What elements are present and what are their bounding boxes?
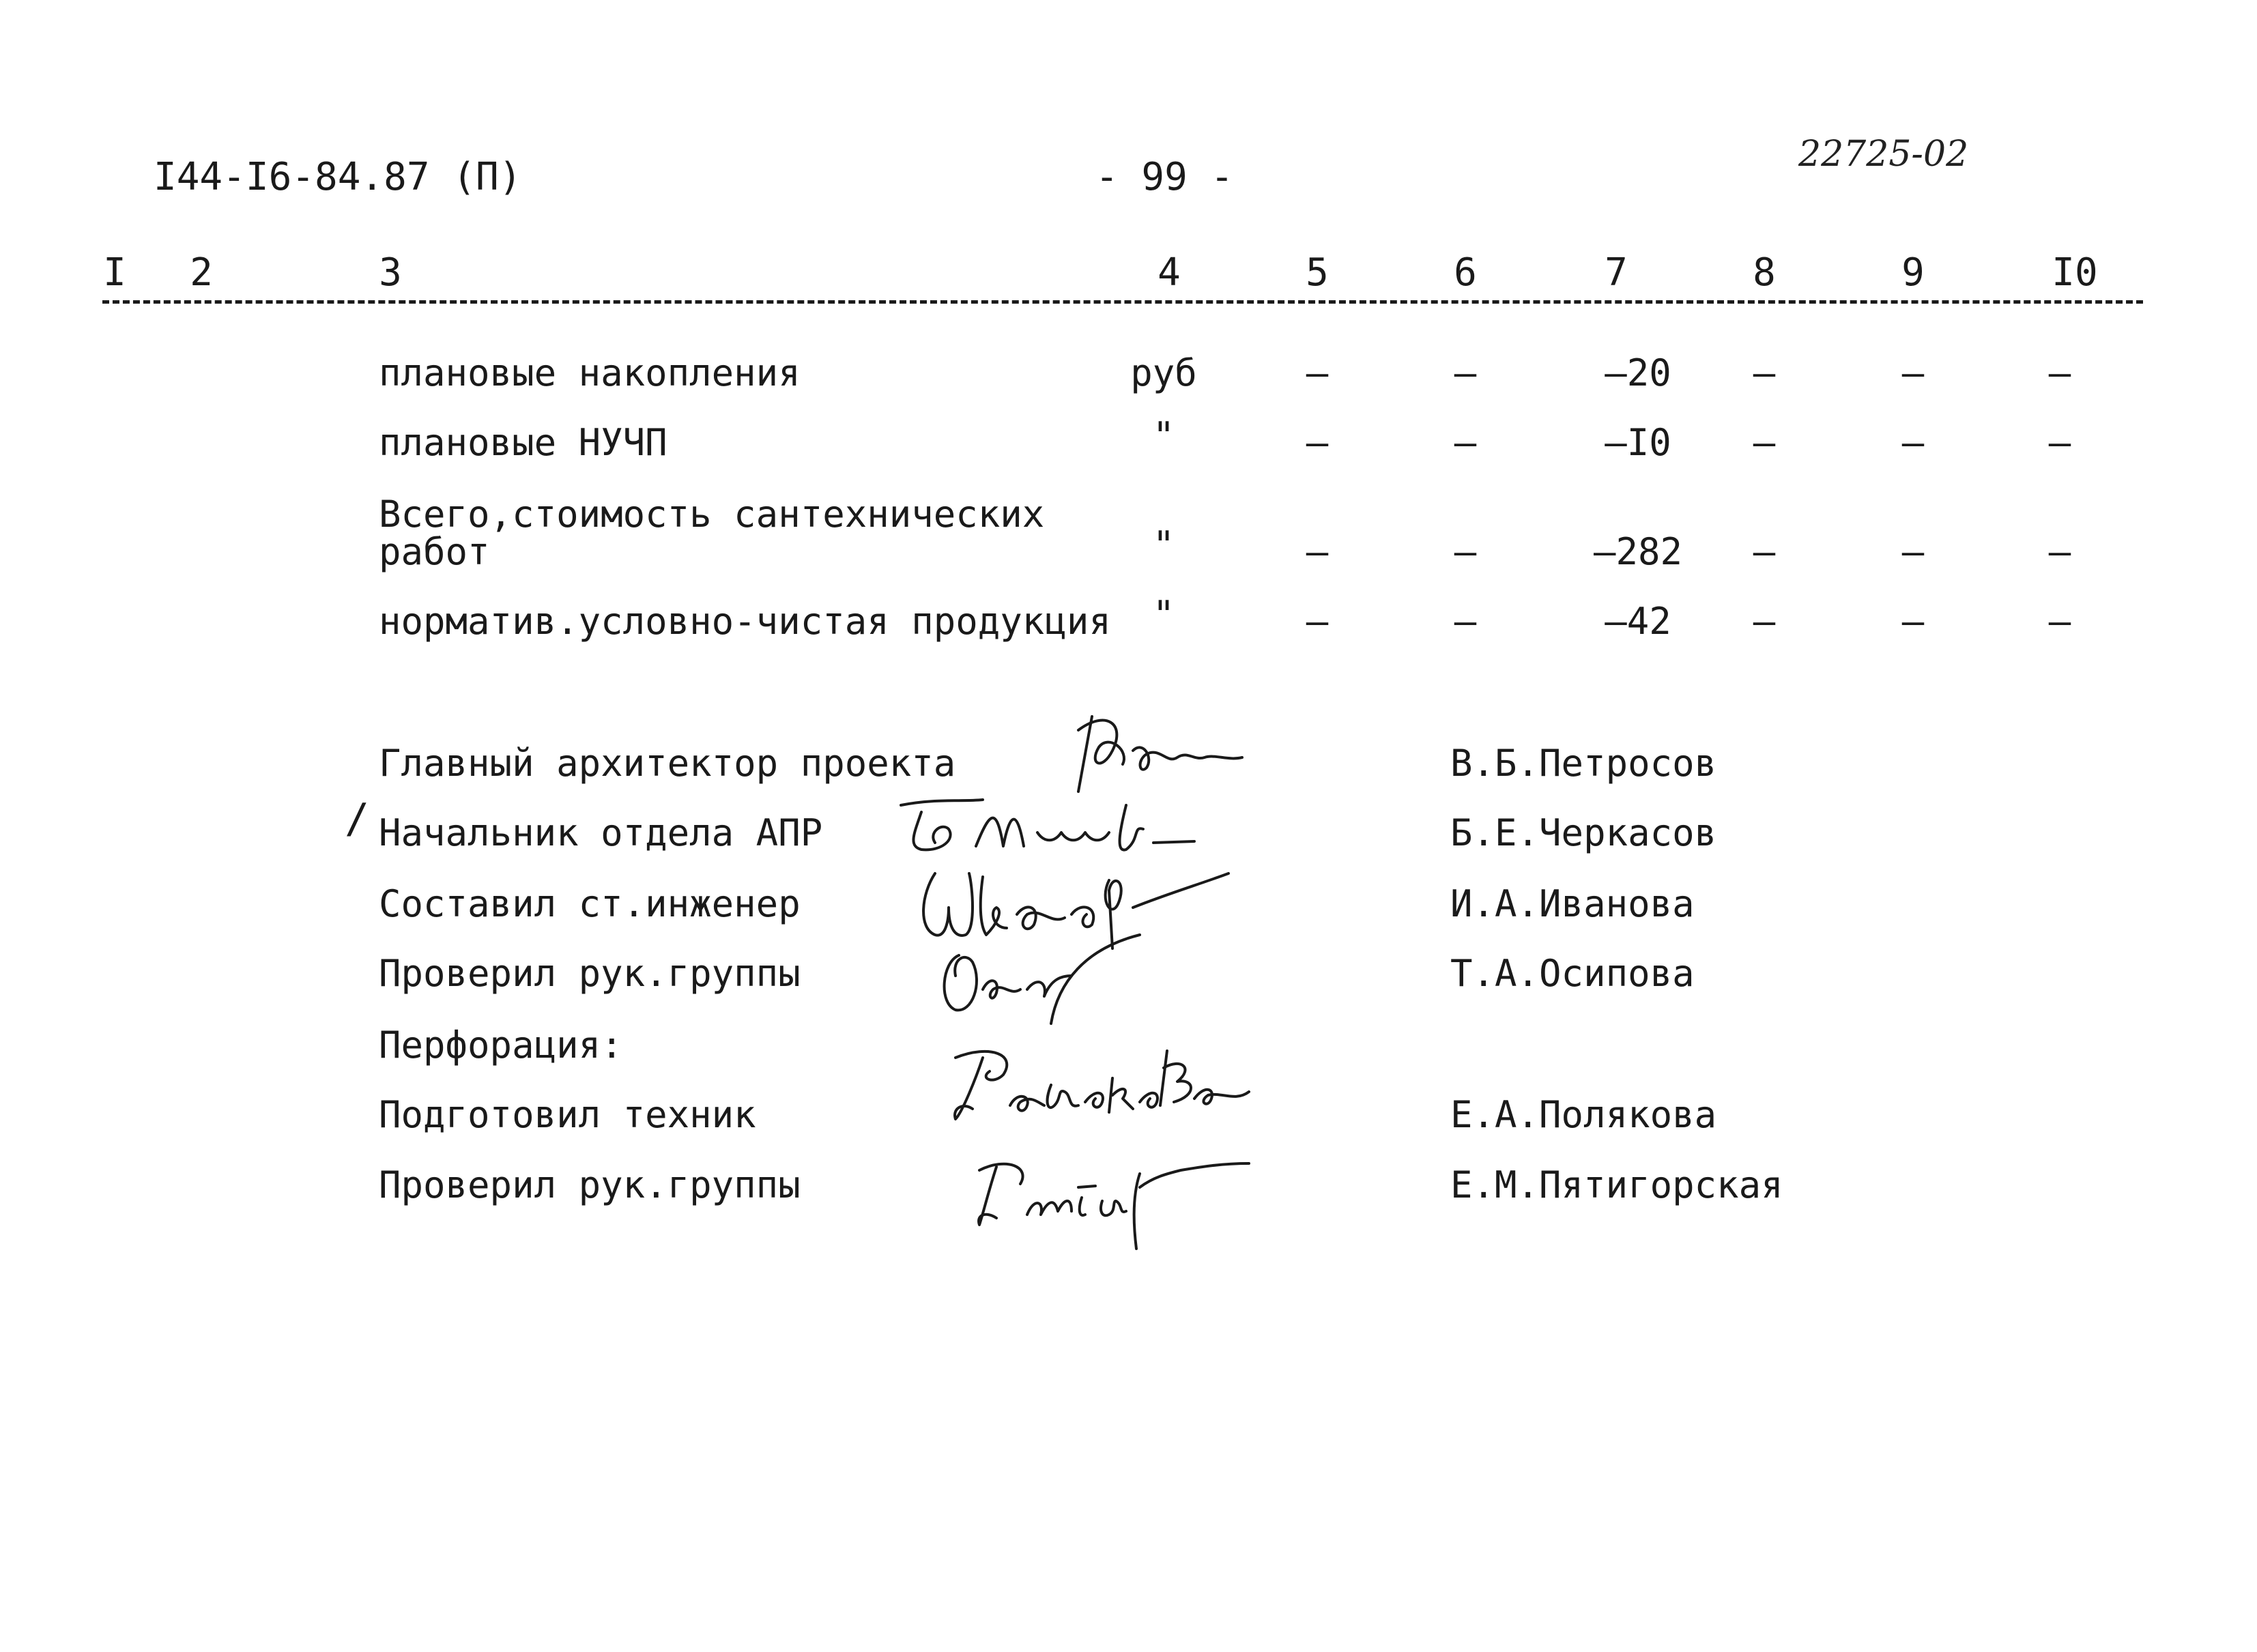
column-number: 5 [1306, 250, 1329, 295]
row-value: – [1454, 530, 1477, 573]
column-number: 7 [1605, 250, 1628, 295]
row-value: – [2048, 421, 2071, 464]
row-value: –282 [1593, 530, 1683, 573]
signature-dept-head [894, 792, 1201, 867]
row-name: норматив.условно-чистая продукция [379, 600, 1111, 643]
perforation-label: Перфорация: [379, 1024, 623, 1067]
row-value: –20 [1605, 351, 1671, 394]
row-value: – [1306, 421, 1329, 464]
role-checked: Проверил рук.группы [379, 952, 801, 995]
signature-checked [935, 928, 1153, 1030]
row-name: Всего,стоимость сантехнических [379, 493, 1045, 536]
name-prepared: Е.А.Полякова [1450, 1093, 1717, 1136]
row-value: – [1306, 600, 1329, 643]
name-dept-head: Б.Е.Черкасов [1450, 811, 1717, 854]
column-number: 2 [190, 250, 213, 295]
column-number: 9 [1901, 250, 1925, 295]
row-value: – [1753, 351, 1776, 394]
signature-checked2 [969, 1146, 1256, 1249]
document-code: I44-I6-84.87 (П) [154, 155, 522, 199]
name-compiled: И.А.Иванова [1450, 882, 1695, 925]
row-name-continued: работ [379, 530, 490, 573]
row-value: – [1753, 600, 1776, 643]
row-value: – [2048, 600, 2071, 643]
margin-tick-mark: / [345, 795, 370, 843]
column-number: 4 [1158, 250, 1181, 295]
row-value: – [1901, 351, 1925, 394]
page-number: - 99 - [1095, 155, 1234, 199]
column-number: 6 [1454, 250, 1477, 295]
row-unit: " [1152, 593, 1175, 636]
role-checked2: Проверил рук.группы [379, 1163, 801, 1206]
row-unit: руб [1130, 351, 1197, 394]
role-compiled: Составил ст.инженер [379, 882, 801, 925]
row-value: – [1753, 530, 1776, 573]
name-checked2: Е.М.Пятигорская [1450, 1163, 1783, 1206]
signature-chief-architect [1065, 710, 1256, 798]
row-value: – [1901, 421, 1925, 464]
row-value: – [1454, 421, 1477, 464]
column-number: 3 [379, 250, 402, 295]
row-value: – [1454, 351, 1477, 394]
row-value: – [1901, 530, 1925, 573]
name-chief-architect: В.Б.Петросов [1450, 742, 1717, 785]
row-value: – [1306, 530, 1329, 573]
role-dept-head: Начальник отдела АПР [379, 811, 823, 854]
name-checked: Т.А.Осипова [1450, 952, 1695, 995]
row-name: плановые накопления [379, 351, 801, 394]
signature-prepared [942, 1037, 1256, 1133]
row-value: – [1901, 600, 1925, 643]
row-value: – [2048, 351, 2071, 394]
row-value: –42 [1605, 600, 1671, 643]
row-value: – [1753, 421, 1776, 464]
row-value: –I0 [1605, 421, 1671, 464]
row-value: – [1306, 351, 1329, 394]
role-chief-architect: Главный архитектор проекта [379, 742, 956, 785]
role-prepared: Подготовил техник [379, 1093, 756, 1136]
row-value: – [1454, 600, 1477, 643]
column-number: 8 [1753, 250, 1776, 295]
row-name: плановые НУЧП [379, 421, 667, 464]
row-value: – [2048, 530, 2071, 573]
column-number: I0 [2052, 250, 2098, 295]
column-number-rule [102, 300, 2143, 304]
column-number: I [103, 250, 126, 295]
row-unit: " [1152, 523, 1175, 566]
row-unit: " [1152, 414, 1175, 457]
handwritten-archive-number: 22725-02 [1798, 134, 1969, 175]
